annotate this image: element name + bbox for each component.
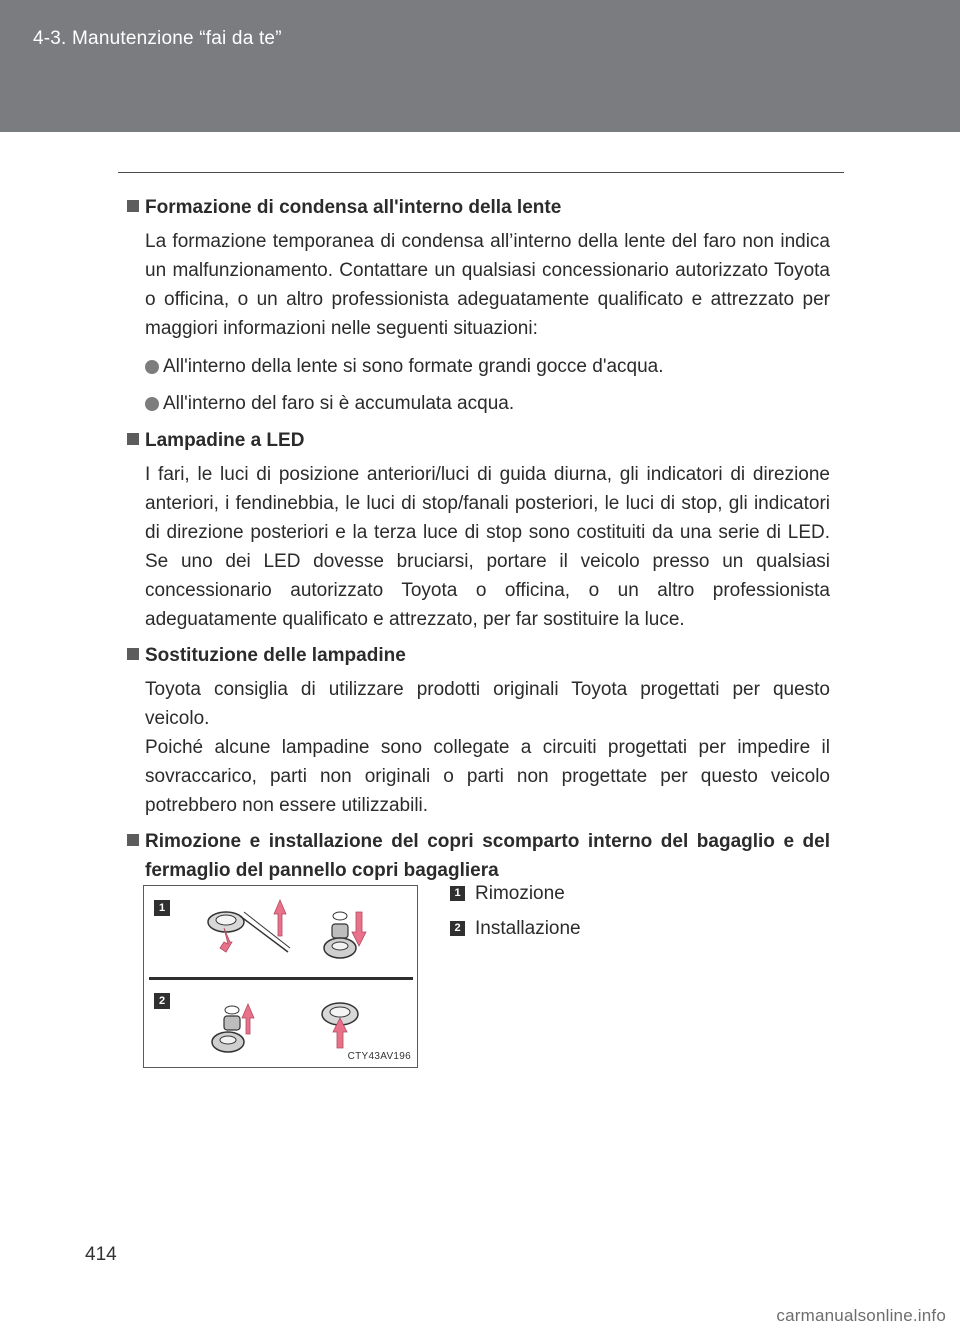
clip-installation-press-icon	[322, 1003, 358, 1048]
square-bullet-icon	[127, 648, 139, 660]
page-header	[0, 0, 960, 132]
section-title-bulb-replacement: Sostituzione delle lampadine	[125, 641, 830, 670]
step-badge: 2	[450, 921, 465, 936]
section-paragraph: Poiché alcune lampadine sono collegate a circuiti progettati per impedire il sovraccarico, parti non originali o parti non progettate per questo veicolo potrebbero non essere utilizzabili.	[145, 737, 830, 816]
circle-bullet-icon	[145, 360, 159, 374]
legend-item-installation: 2 Installazione	[450, 914, 581, 943]
square-bullet-icon	[127, 834, 139, 846]
square-bullet-icon	[127, 200, 139, 212]
list-item: All'interno del faro si è accumulata acqua.	[145, 389, 830, 418]
legend-item-removal: 1 Rimozione	[450, 879, 581, 908]
clip-drawing	[144, 886, 417, 1067]
clip-removal-pull-icon	[324, 912, 366, 958]
section-paragraph: La formazione temporanea di condensa all’interno della lente del faro non indica un malfunzionamento. Contattare un qualsiasi concessionario autorizzato Toyota o officina, o un altro professionista adeguatamente qualificato e attrezzato per maggiori informazioni nelle seguenti situazioni:	[145, 231, 830, 339]
section-paragraph: I fari, le luci di posizione anteriori/luci di guida diurna, gli indicatori di direzione anteriori, i fendinebbia, le luci di stop/fanali posteriori, le luci di stop, gli indicatori di direzione posteriori e la terza luce di stop sono costituiti da una serie di LED. Se uno dei LED dovesse bruciarsi, portare il veicolo presso un qualsiasi concessionario autorizzato Toyota o officina, o un altro professionista adeguatamente qualificato e attrezzato, per far sostituire la luce.	[145, 464, 830, 630]
clip-removal-pry-icon	[208, 900, 290, 952]
section-title-led: Lampadine a LED	[125, 426, 830, 455]
page-content	[125, 193, 830, 890]
chapter-title: 4-3. Manutenzione “fai da te”	[33, 28, 282, 49]
figure-legend	[450, 879, 581, 949]
section-title-removal-installation: Rimozione e installazione del copri scomparto interno del bagaglio e del fermaglio del pannello copri bagagliera	[125, 827, 830, 885]
figure-step-badge: 2	[154, 993, 170, 1009]
watermark: carmanualsonline.info	[776, 1306, 946, 1325]
header-rule	[118, 172, 844, 173]
figure-code: CTY43AV196	[347, 1051, 411, 1062]
page-number: 414	[85, 1244, 117, 1265]
clip-installation-insert-icon	[212, 1004, 254, 1052]
circle-bullet-icon	[145, 397, 159, 411]
figure-step-badge: 1	[154, 900, 170, 916]
square-bullet-icon	[127, 433, 139, 445]
step-badge: 1	[450, 886, 465, 901]
section-title-condensation: Formazione di condensa all'interno della lente	[125, 193, 830, 222]
list-item: All'interno della lente si sono formate grandi gocce d'acqua.	[145, 352, 830, 381]
section-paragraph: Toyota consiglia di utilizzare prodotti originali Toyota progettati per questo veicolo.	[145, 679, 830, 729]
clip-illustration	[143, 885, 418, 1068]
